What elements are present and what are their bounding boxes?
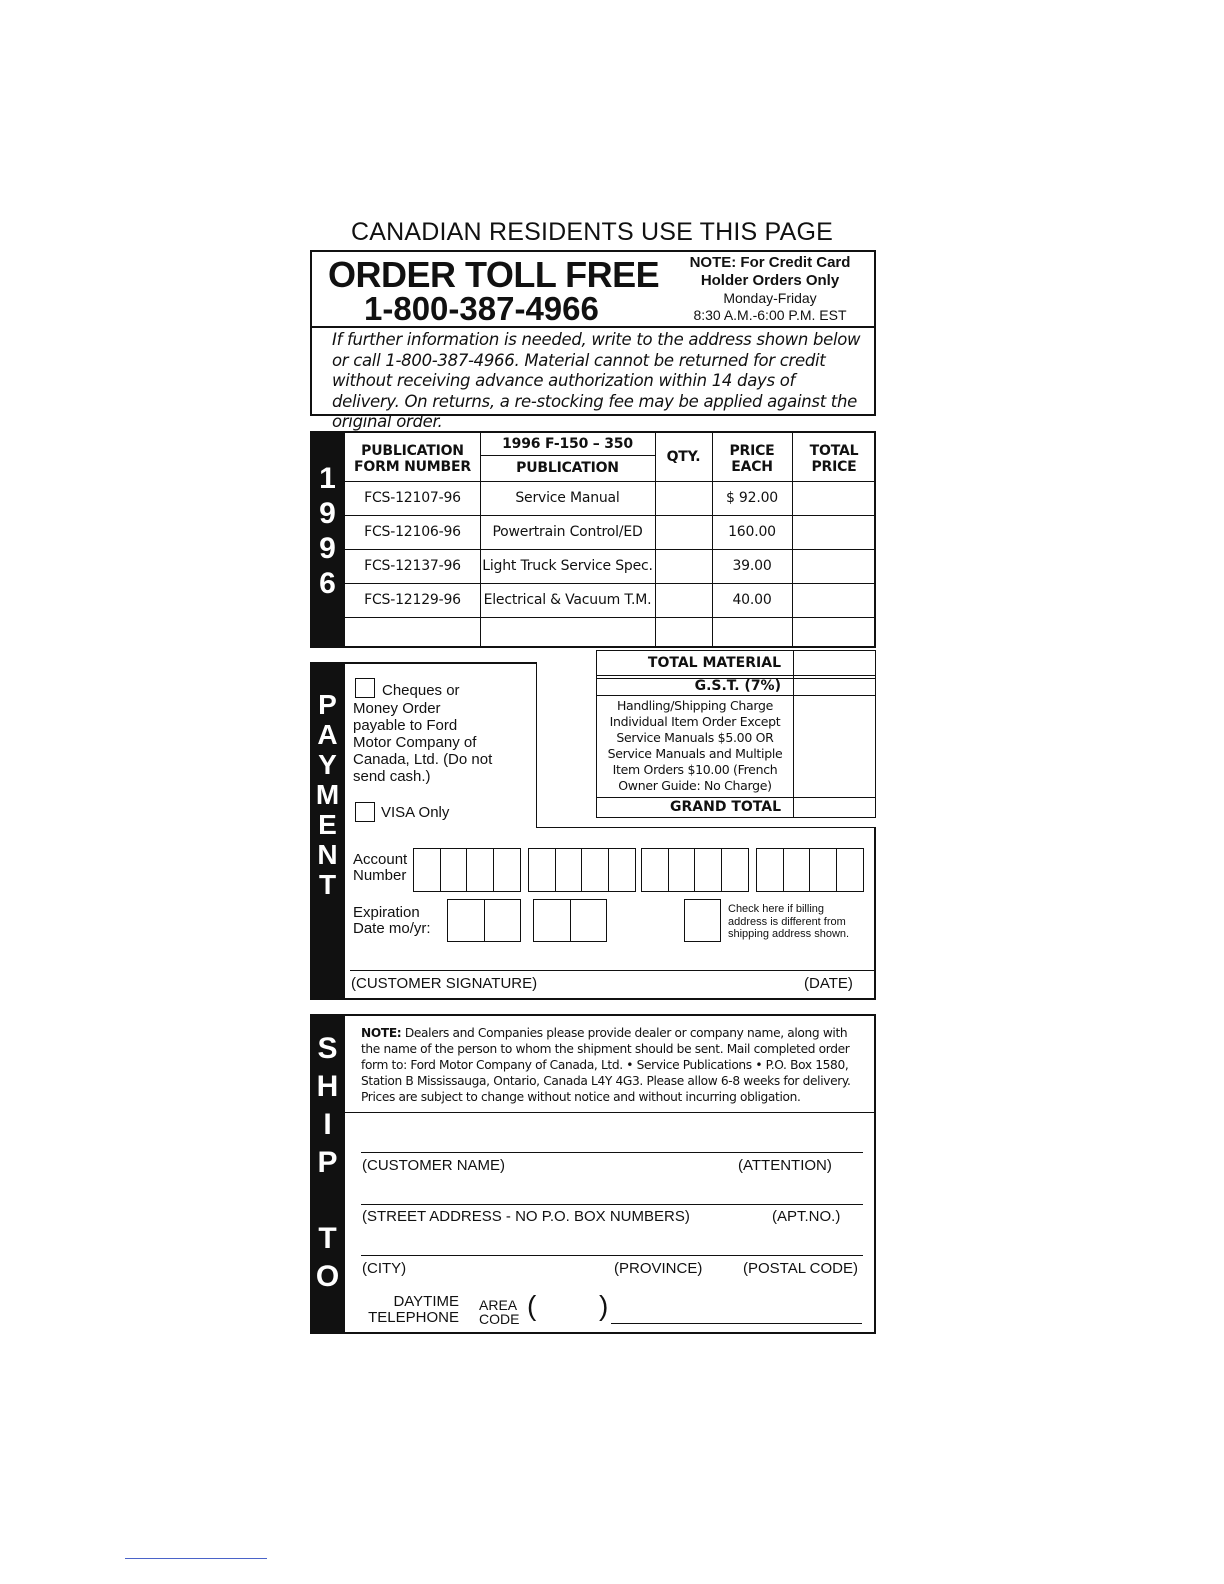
sidebar-char: 1 <box>319 462 336 495</box>
area-label-line: CODE <box>479 1311 520 1327</box>
area-code-label <box>479 1298 519 1326</box>
table-row-publication: Service Manual <box>515 490 620 506</box>
table-row-price: 40.00 <box>732 592 772 608</box>
payment-outline <box>536 827 876 828</box>
sidebar-char: M <box>315 779 340 810</box>
date-label: (DATE) <box>804 975 853 992</box>
expiration-label <box>353 905 431 937</box>
handling-line: Owner Guide: No Charge) <box>618 778 772 793</box>
sidebar-char: 6 <box>319 567 336 600</box>
header-text: PRICE <box>729 443 775 459</box>
grand-total-label: GRAND TOTAL <box>670 799 781 815</box>
payment-outline <box>874 827 876 1000</box>
sidebar-char: I <box>323 1108 332 1141</box>
ship-divider <box>345 1112 874 1113</box>
footer-rule <box>125 1558 267 1559</box>
payment-outline <box>345 662 537 664</box>
billing-checkbox[interactable] <box>684 899 721 942</box>
gst-label: G.S.T. (7%) <box>694 678 781 694</box>
header-text: TOTAL <box>809 443 859 459</box>
sidebar-char: E <box>318 809 337 840</box>
handling-line: Service Manuals $5.00 OR <box>616 730 774 745</box>
row-divider <box>345 617 874 618</box>
total-field-2[interactable] <box>793 516 875 549</box>
visa-label: VISA Only <box>381 804 450 821</box>
note-line-1: NOTE: For Credit Card <box>689 254 851 271</box>
publication-table <box>345 431 876 648</box>
note-line-2: Holder Orders Only <box>700 272 840 289</box>
cheque-line: send cash.) <box>353 768 431 785</box>
telephone-line[interactable] <box>611 1323 862 1324</box>
table-row-publication: Powertrain Control/ED <box>492 524 643 540</box>
header-pub-title: 1996 F-150 – 350 <box>502 436 633 452</box>
payment-outline <box>536 662 537 828</box>
sidebar-char: 9 <box>319 497 336 530</box>
pub-header-divider <box>480 455 655 456</box>
header-form-number <box>345 443 480 475</box>
area-label-line: AREA <box>479 1297 518 1313</box>
handling-field[interactable] <box>794 696 875 797</box>
account-label-line: Number <box>353 867 407 884</box>
payment-outline <box>345 998 876 1000</box>
header-price-each <box>712 443 792 475</box>
toll-free-number: 1-800-387-4966 <box>364 290 599 327</box>
handling-text <box>597 698 793 794</box>
customer-name-label: (CUSTOMER NAME) <box>362 1157 506 1174</box>
header-text: FORM NUMBER <box>354 459 471 475</box>
table-row-form: FCS-12107-96 <box>364 490 461 506</box>
account-number-label <box>353 852 407 884</box>
totals-block <box>596 650 876 818</box>
apt-label: (APT.NO.) <box>772 1208 841 1225</box>
sidebar-char <box>310 1182 345 1220</box>
total-material-label: TOTAL MATERIAL <box>647 655 781 671</box>
table-row-form: FCS-12129-96 <box>364 592 461 608</box>
totals-row-line <box>597 675 875 676</box>
sidebar-char: T <box>318 869 337 900</box>
handling-line: Item Orders $10.00 (French <box>612 762 778 777</box>
header-text: EACH <box>731 459 773 475</box>
header-total-price <box>792 443 876 475</box>
city-label: (CITY) <box>362 1260 407 1277</box>
sidebar-char: N <box>317 839 338 870</box>
cheque-label: Cheques or <box>382 682 460 699</box>
shipping-note <box>361 1025 861 1105</box>
header-text: PRICE <box>811 459 857 475</box>
page-title: CANADIAN RESIDENTS USE THIS PAGE <box>351 218 833 246</box>
cheque-checkbox[interactable] <box>355 678 375 698</box>
ship-to-sidebar <box>310 1014 345 1334</box>
account-group-3[interactable] <box>641 848 749 892</box>
header-pub-sub: PUBLICATION <box>516 460 619 476</box>
account-group-4[interactable] <box>756 848 864 892</box>
phone-label-line: DAYTIME <box>393 1293 459 1310</box>
hours-note <box>680 290 860 324</box>
billing-note <box>728 903 849 941</box>
expiration-year-field[interactable] <box>533 899 607 942</box>
province-label: (PROVINCE) <box>614 1260 703 1277</box>
year-sidebar <box>310 431 345 648</box>
billing-line: Check here if billing <box>728 903 824 915</box>
postal-code-label: (POSTAL CODE) <box>743 1260 859 1277</box>
signature-line[interactable] <box>350 970 874 971</box>
table-row-price: 39.00 <box>732 558 772 574</box>
header-qty: QTY. <box>666 449 701 465</box>
sidebar-char: P <box>318 689 337 720</box>
paren-open: ( <box>527 1290 537 1321</box>
table-row-form: FCS-12106-96 <box>364 524 461 540</box>
table-row-price: $ 92.00 <box>725 490 779 506</box>
cheque-line: Money Order <box>353 700 441 717</box>
qty-field-4[interactable] <box>656 584 711 617</box>
sidebar-char: T <box>318 1222 337 1255</box>
credit-card-note <box>680 254 860 290</box>
handling-line: Handling/Shipping Charge <box>616 698 774 713</box>
sidebar-char: P <box>317 1146 338 1179</box>
attention-label: (ATTENTION) <box>738 1157 832 1174</box>
cheque-details <box>353 700 492 785</box>
expiration-label-line: Date mo/yr: <box>353 920 431 937</box>
street-address-label: (STREET ADDRESS - NO P.O. BOX NUMBERS) <box>362 1208 690 1225</box>
total-field-1[interactable] <box>793 482 875 515</box>
sidebar-char: A <box>317 719 338 750</box>
billing-line: shipping address shown. <box>728 928 850 940</box>
payment-sidebar <box>310 662 345 1000</box>
account-group-2[interactable] <box>528 848 636 892</box>
sidebar-char: Y <box>318 749 337 780</box>
note-text: Dealers and Companies please provide dealer or company name, along with the name of the person to whom the shipment should be sent. Mail completed order form to: Ford Motor Company of Canada, Ltd. • Service Publications • P.O. Box 1580, Station B Mississauga, Ontario, Canada L4Y 4G3. Please allow 6-8 weeks for delivery. Prices are subject to change without notice and without incurring obligation. <box>361 1026 851 1104</box>
ship-to-section <box>345 1014 876 1334</box>
payment-section <box>345 655 876 1000</box>
header-text: PUBLICATION <box>361 443 464 459</box>
expiration-month-field[interactable] <box>447 899 521 942</box>
sidebar-char: 9 <box>319 532 336 565</box>
signature-label: (CUSTOMER SIGNATURE) <box>351 975 538 992</box>
paren-close: ) <box>599 1290 609 1321</box>
order-toll-free-heading: ORDER TOLL FREE <box>328 254 660 295</box>
toll-divider <box>312 326 874 328</box>
street-address-line[interactable] <box>361 1204 863 1205</box>
table-row-price: 160.00 <box>728 524 776 540</box>
hours-text: 8:30 A.M.-6:00 P.M. EST <box>693 307 847 323</box>
billing-line: address is different from <box>728 915 846 928</box>
handling-line: Service Manuals and Multiple <box>607 746 783 761</box>
grand-total-field[interactable] <box>794 798 875 817</box>
qty-field-1[interactable] <box>656 482 711 515</box>
area-code-field[interactable] <box>538 1294 596 1324</box>
daytime-telephone-label <box>365 1294 459 1326</box>
customer-name-line[interactable] <box>361 1152 863 1153</box>
note-label: NOTE: <box>361 1026 402 1040</box>
sidebar-char: O <box>315 1260 340 1293</box>
cheque-line: Motor Company of <box>353 734 477 751</box>
city-line[interactable] <box>361 1255 863 1256</box>
sidebar-char: H <box>316 1070 339 1103</box>
total-field-4[interactable] <box>793 584 875 617</box>
cheque-line: payable to Ford <box>353 717 458 734</box>
table-row-publication: Electrical & Vacuum T.M. <box>483 592 652 608</box>
visa-checkbox[interactable] <box>355 802 375 822</box>
total-field-3[interactable] <box>793 550 875 583</box>
phone-label-line: TELEPHONE <box>368 1309 459 1326</box>
toll-free-box <box>310 250 876 431</box>
qty-field-3[interactable] <box>656 550 711 583</box>
days-text: Monday-Friday <box>723 290 817 306</box>
table-row-publication: Light Truck Service Spec. <box>482 558 653 574</box>
total-material-field[interactable] <box>794 651 875 675</box>
account-label-line: Account <box>353 851 408 868</box>
expiration-label-line: Expiration <box>353 904 420 921</box>
sidebar-char: S <box>317 1032 338 1065</box>
account-group-1[interactable] <box>413 848 521 892</box>
info-paragraph: If further information is needed, write to the address shown below or call 1-800-387-4966. Material cannot be returned for credit without receiving advance authorization within 14 days of delivery. On returns, a re-stocking fee may be applied against the original order. <box>332 330 861 431</box>
gst-field[interactable] <box>794 679 875 695</box>
table-row-form: FCS-12137-96 <box>364 558 461 574</box>
qty-field-2[interactable] <box>656 516 711 549</box>
cheque-line: Canada, Ltd. (Do not <box>353 751 493 768</box>
handling-line: Individual Item Order Except <box>609 714 781 729</box>
